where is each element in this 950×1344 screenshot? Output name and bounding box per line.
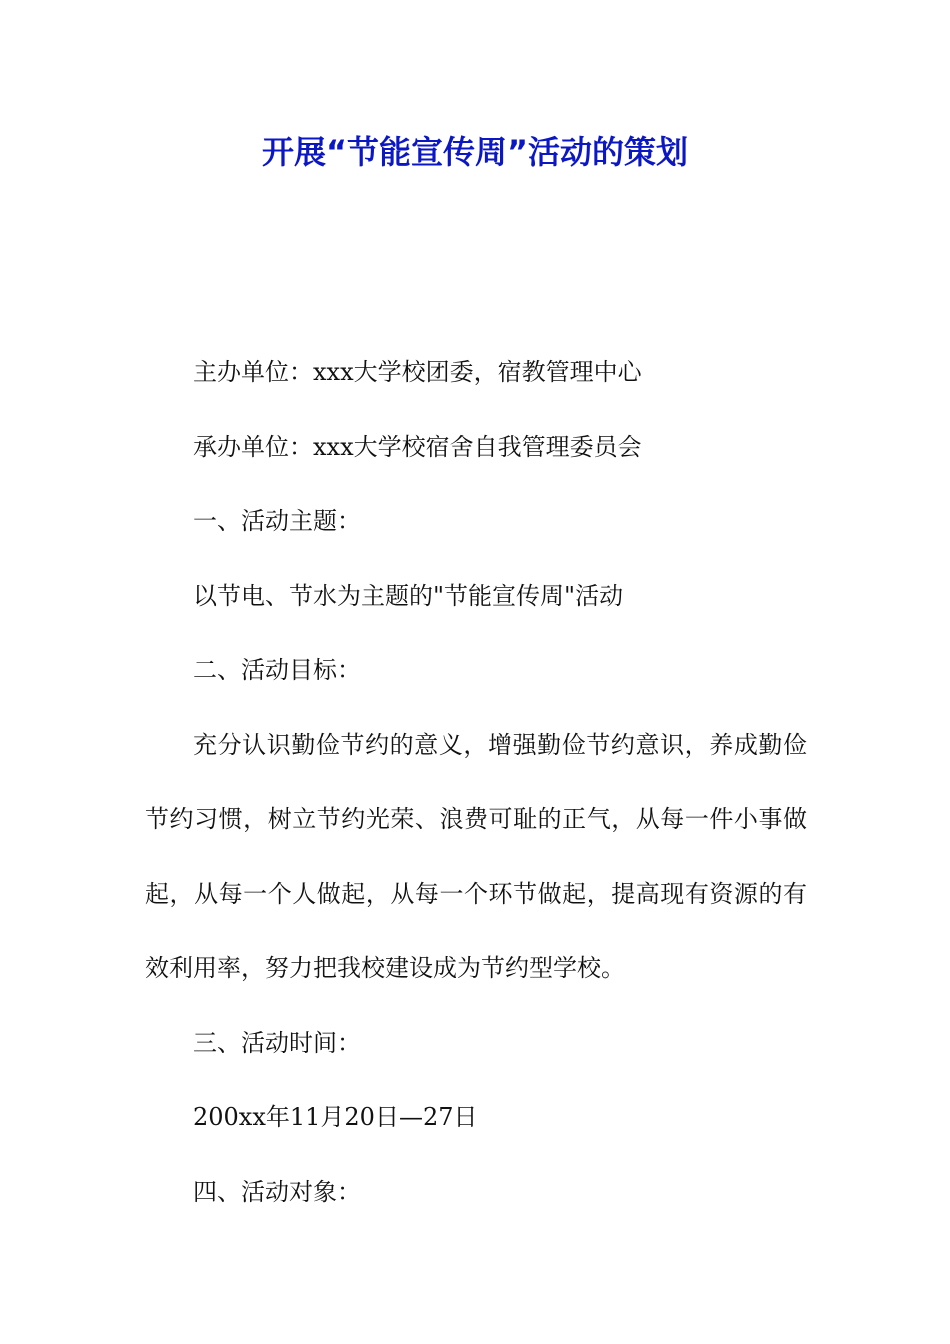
paragraph-activity-theme: 以节电、节水为主题的"节能宣传周"活动 — [193, 581, 624, 610]
paragraph-activity-goal: 充分认识勤俭节约的意义，增强勤俭节约意识，养成勤俭节约习惯，树立节约光荣、浪费可耻的正气，从每一件小事做起，从每一个人做起，从每一个环节做起，提高现有资源的有效利用率，努力把我校建设成为节约型学校。 — [145, 730, 807, 982]
heading-activity-theme: 一、活动主题： — [193, 507, 361, 535]
heading-activity-time: 三、活动时间： — [193, 1028, 361, 1057]
paragraph-organizer: 主办单位：xxx大学校团委，宿教管理中心 — [193, 358, 642, 386]
paragraph-activity-time: 200xx年11月20日—27日 — [193, 1103, 478, 1131]
paragraph-co-organizer: 承办单位：xxx大学校宿舍自我管理委员会 — [193, 432, 642, 461]
heading-activity-audience: 四、活动对象： — [193, 1177, 361, 1206]
heading-activity-goal: 二、活动目标： — [193, 656, 361, 684]
document-body — [145, 335, 807, 1229]
page-title: 开展“节能宣传周”活动的策划 — [261, 133, 689, 171]
